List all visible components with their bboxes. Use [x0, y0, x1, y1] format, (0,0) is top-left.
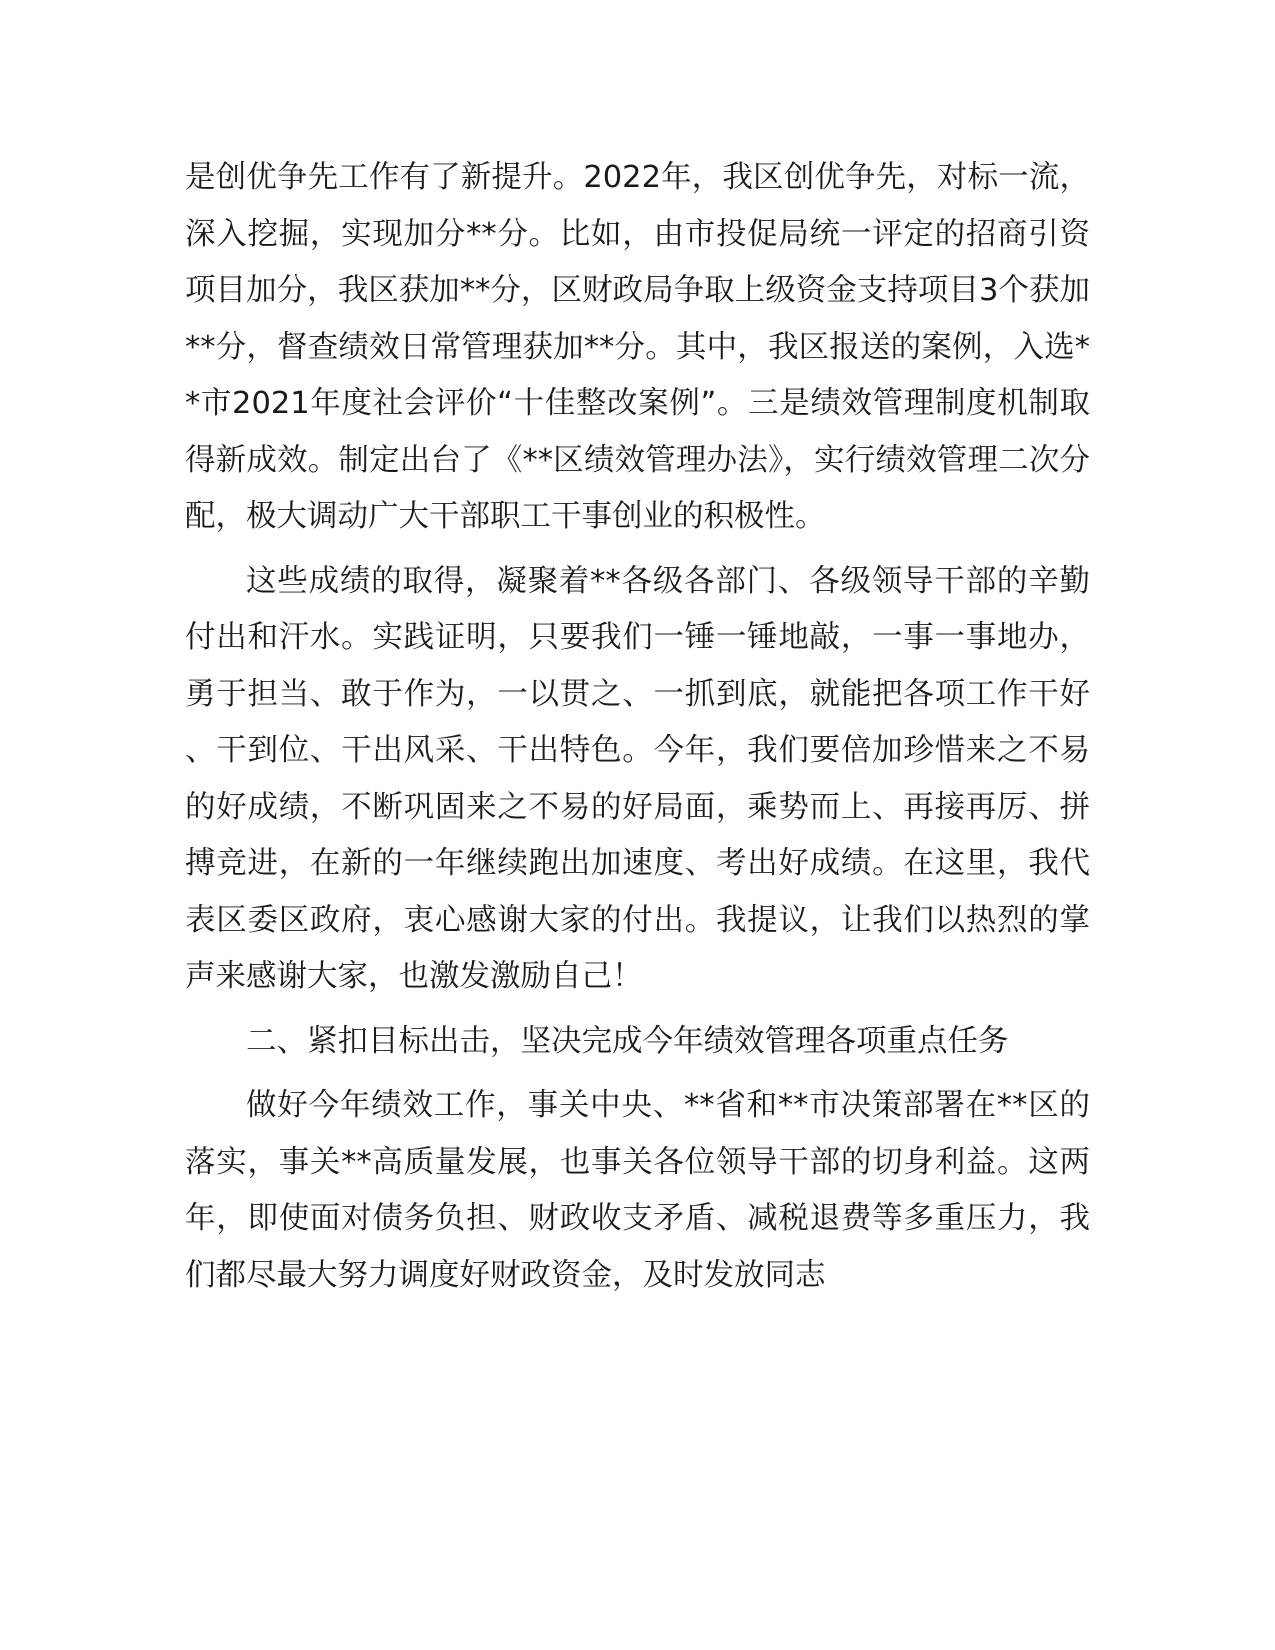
paragraph-this-year-work: 做好今年绩效工作，事关中央、**省和**市决策部署在**区的落实，事关**高质量发展，也事关各位领导干部的切身利益。这两年，即使面对债务负担、财政收支矛盾、减税退费等多重压力，我们都尽最大努力调度好财政资金，及时发放同志 [185, 1088, 1090, 1293]
section-heading-2: 二、紧扣目标出击，坚决完成今年绩效管理各项重点任务 [246, 1023, 1009, 1059]
paragraph-acknowledgement: 这些成绩的取得，凝聚着**各级各部门、各级领导干部的辛勤付出和汗水。实践证明，只要我们一锤一锤地敲，一事一事地办，勇于担当、敢于作为，一以贯之、一抓到底，就能把各项工作干好、干到位、干出风采、干出特色。今年，我们要倍加珍惜来之不易的好成绩，不断巩固来之不易的好局面，乘势而上、再接再厉、拼搏竞进，在新的一年继续跑出加速度、考出好成绩。在这里，我代表区委区政府，衷心感谢大家的付出。我提议，让我们以热烈的掌声来感谢大家，也激发激励自己！ [185, 563, 1090, 994]
document-body [185, 150, 1090, 1312]
paragraph-achievements-continued: 是创优争先工作有了新提升。2022年，我区创优争先，对标一流，深入挖掘，实现加分**分。比如，由市投促局统一评定的招商引资项目加分，我区获加**分，区财政局争取上级资金支持项目3个获加**分，督查绩效日常管理获加**分。其中，我区报送的案例，入选**市2021年度社会评价“十佳整改案例”。三是绩效管理制度机制取得新成效。制定出台了《**区绩效管理办法》，实行绩效管理二次分配，极大调动广大干部职工干事创业的积极性。 [185, 160, 1090, 534]
